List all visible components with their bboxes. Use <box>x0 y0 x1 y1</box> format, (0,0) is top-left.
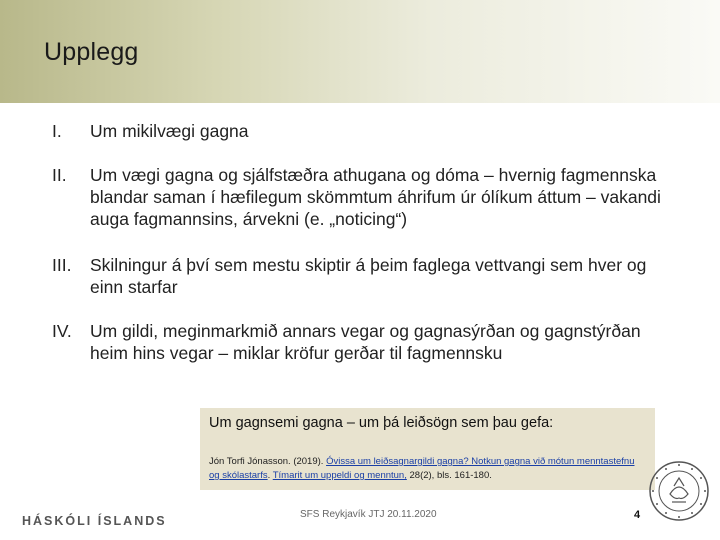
agenda-item-number: III. <box>52 255 72 275</box>
university-logo-text: HÁSKÓLI ÍSLANDS <box>22 514 167 528</box>
footer-text: SFS Reykjavík JTJ 20.11.2020 <box>300 509 437 520</box>
reference-citation <box>209 455 646 483</box>
citation-author: Jón Torfi Jónasson. (2019). <box>209 456 327 467</box>
citation-title-link[interactable]: Óvissa um leiðsagnargildi gagna? Notkun gagna við mótun menntastefnu og skólastarfs <box>209 456 635 481</box>
agenda-item-number: II. <box>52 165 67 185</box>
agenda-item-text: Um vægi gagna og sjálfstæðra athugana og dóma – hvernig fagmennska blandar saman í hæfilegum skömmtum áhrifum úr ólíkum áttum – vakandi auga fagmannsins, árvekni (e. „noticing“) <box>90 165 661 229</box>
agenda-item-number: IV. <box>52 321 72 341</box>
slide-title: Upplegg <box>44 38 139 66</box>
citation-details: 28(2), bls. 161-180. <box>406 470 492 481</box>
agenda-item-text: Um mikilvægi gagna <box>90 121 249 141</box>
page-number: 4 <box>634 509 641 521</box>
university-seal-icon <box>648 460 710 522</box>
reference-heading: Um gagnsemi gagna – um þá leiðsögn sem þau gefa: <box>209 415 554 431</box>
citation-separator: . <box>267 470 273 481</box>
citation-journal-link[interactable]: Tímarit um uppeldi og menntun, <box>272 470 407 481</box>
reference-box <box>200 408 655 490</box>
agenda-item-number: I. <box>52 121 62 141</box>
agenda-item-text: Um gildi, meginmarkmið annars vegar og gagnasýrðan og gagnstýrðan heim hins vegar – miklar kröfur gerðar til fagmennsku <box>90 321 641 363</box>
agenda-item-text: Skilningur á því sem mestu skiptir á þeim faglega vettvangi sem hver og einn starfar <box>90 255 647 297</box>
